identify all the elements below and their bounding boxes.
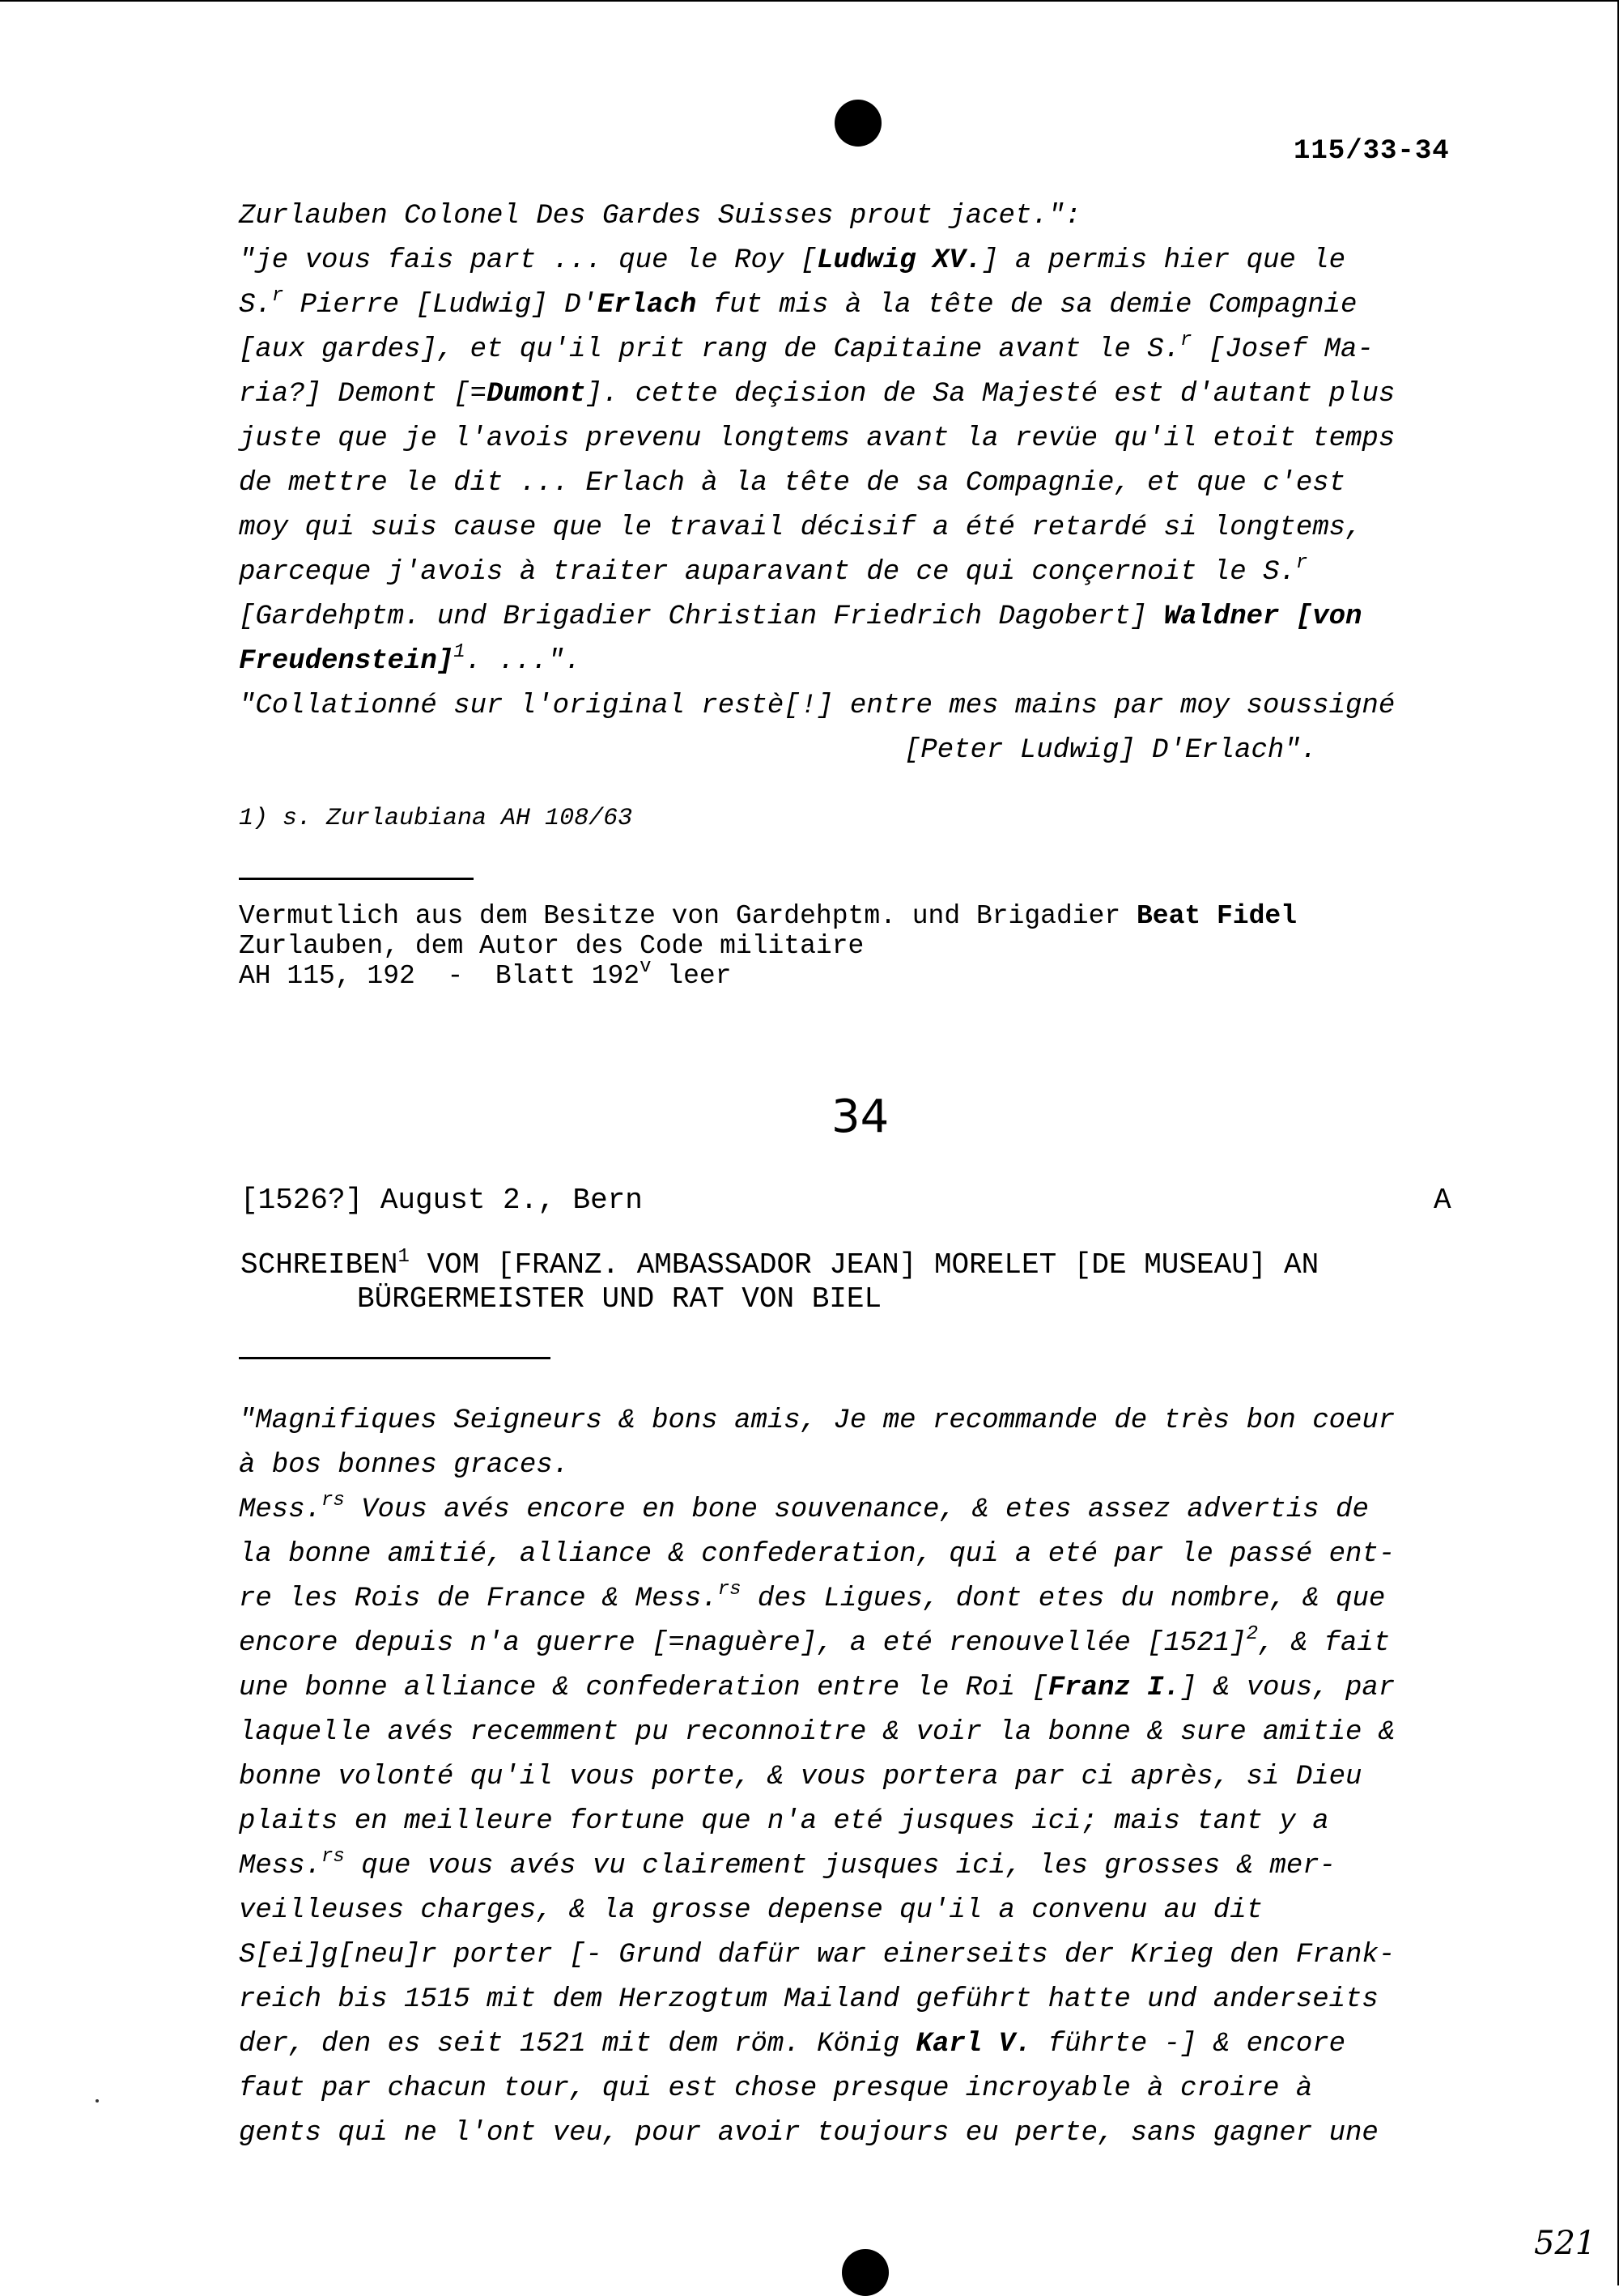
text-line: Freudenstein]$^1$. ...". [239,641,581,677]
text-line: "Collationné sur l'original restè[!] entre mes mains par moy soussigné [239,691,1396,721]
text-line: Zurlauben Colonel Des Gardes Suisses prout jacet.": [239,201,1081,232]
text-line: laquelle avés recemment pu reconnoitre & voir la bonne & sure amitie & [239,1717,1396,1748]
document-date: [1526?] August 2., Bern [240,1184,643,1217]
text-line: reich bis 1515 mit dem Herzogtum Mailand geführt hatte und anderseits [239,1984,1379,2015]
text-line: moy qui suis cause que le travail décisif a été retardé si longtems, [239,512,1362,543]
text-line: [Peter Ludwig] D'Erlach". [904,735,1318,766]
text-line: Mess.$^{rs}$ Vous avés encore en bone souvenance, & etes assez advertis de [239,1490,1369,1525]
text-line: S.$^r$ Pierre [Ludwig] D'Erlach fut mis à la tête de sa demie Compagnie [239,285,1358,321]
footnote: 1) s. Zurlaubiana AH 108/63 [239,805,633,832]
separator-rule [239,1357,550,1359]
text-line: ria?] Demont [=Dumont]. cette deçision de Sa Majesté est d'autant plus [239,379,1396,410]
note-line: Vermutlich aus dem Besitze von Gardehptm. und Brigadier Beat Fidel [239,901,1298,931]
text-line: [Gardehptm. und Brigadier Christian Friedrich Dagobert] Waldner [von [239,602,1362,632]
separator-rule [239,878,474,880]
speck [96,2099,99,2103]
text-line: à bos bonnes graces. [239,1450,570,1481]
document-number: 115/33-34 [1294,136,1450,167]
note-line: Zurlauben, dem Autor des Code militaire [239,931,865,961]
punch-hole-bottom [842,2249,889,2296]
text-line: encore depuis n'a guerre [=naguère], a eté renouvellée $[1521]^2$, & fait [239,1623,1391,1659]
handwritten-archive-mark: 521 [1534,2225,1596,2262]
punch-hole-top [835,100,882,147]
page-number: 34 [831,1091,890,1143]
text-line: "je vous fais part ... que le Roy [Ludwig XV.] a permis hier que le [239,245,1346,276]
text-line: S[ei]g[neu]r porter [- Grund dafür war einerseits der Krieg den Frank- [239,1940,1396,1971]
text-line: Mess.$^{rs}$ que vous avés vu clairement jusques ici, les grosses & mer- [239,1846,1336,1881]
text-line: gents qui ne l'ont veu, pour avoir toujours eu perte, sans gagner une [239,2118,1379,2149]
text-line: juste que je l'avois prevenu longtems avant la revüe qu'il etoit temps [239,423,1396,454]
text-line: "Magnifiques Seigneurs & bons amis, Je me recommande de très bon coeur [239,1405,1396,1436]
text-line: re les Rois de France & Mess.$^{rs}$ des Ligues, dont etes du nombre, & que [239,1579,1386,1614]
text-line: une bonne alliance & confederation entre le Roi [Franz I.] & vous, par [239,1673,1396,1703]
text-line: bonne volonté qu'il vous porte, & vous portera par ci après, si Dieu [239,1762,1362,1792]
text-line: de mettre le dit ... Erlach à la tête de sa Compagnie, et que c'est [239,468,1346,499]
text-line: plaits en meilleure fortune que n'a eté jusques ici; mais tant y a [239,1806,1329,1837]
document-title: SCHREIBEN$^1$ VOM [FRANZ. AMBASSADOR JEAN] MORELET [DE MUSEAU] AN [240,1246,1319,1282]
text-line: veilleuses charges, & la grosse depense qu'il a convenu au dit [239,1895,1264,1926]
text-line: faut par chacun tour, qui est chose presque incroyable à croire à [239,2073,1313,2104]
note-line: AH 115, 192 - Blatt 192$^v$ leer [239,956,732,991]
text-line: [aux gardes], et qu'il prit rang de Capitaine avant le S.$^r$ [Josef Ma- [239,330,1374,365]
document-marker: A [1434,1184,1451,1217]
text-line: la bonne amitié, alliance & confederation, qui a eté par le passé ent- [239,1539,1396,1570]
document-title-continued: BÜRGERMEISTER UND RAT VON BIEL [357,1282,882,1316]
text-line: der, den es seit 1521 mit dem röm. König Karl V. führte -] & encore [239,2029,1346,2060]
text-line: parceque j'avois à traiter auparavant de ce qui conçernoit le S.$^r$ [239,552,1308,588]
